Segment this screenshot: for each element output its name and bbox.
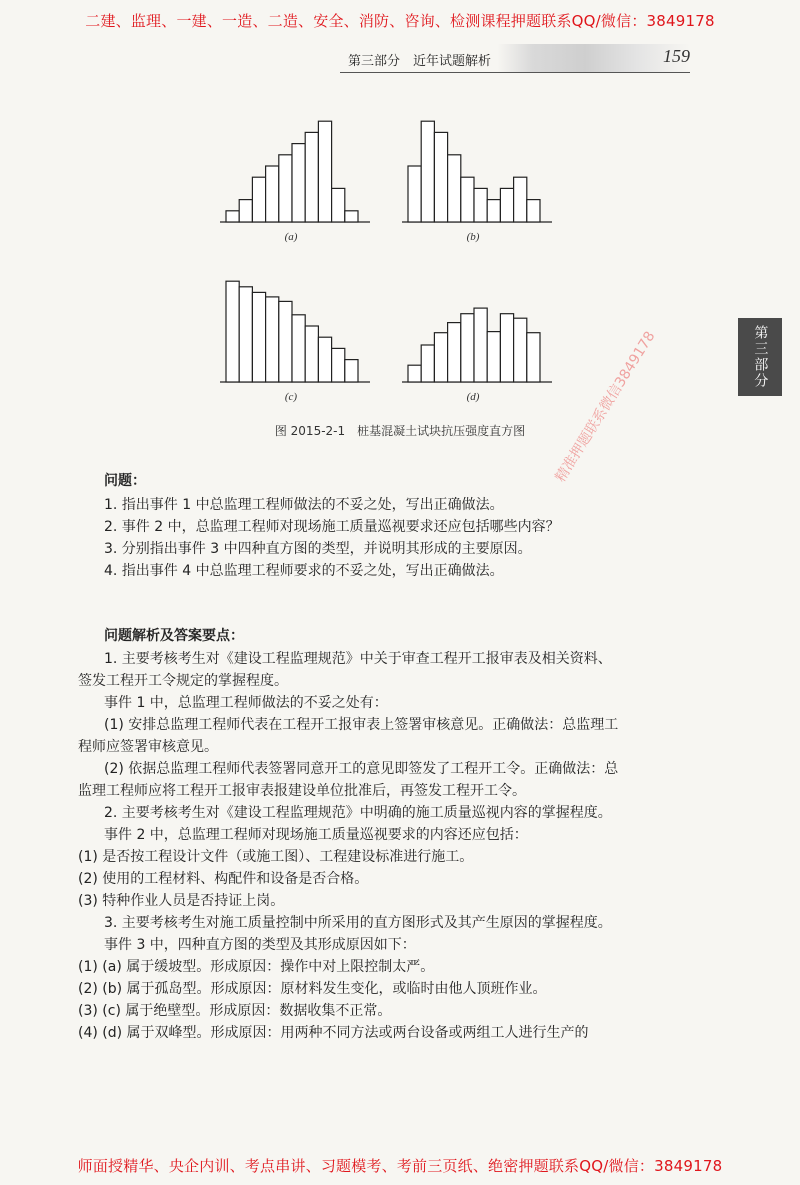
question-item: 3. 分别指出事件 3 中四种直方图的类型，并说明其形成的主要原因。 xyxy=(104,541,532,557)
watermark: 精准押题联系微信3849178 xyxy=(552,328,659,486)
histogram-bar xyxy=(332,348,345,382)
histogram-bar xyxy=(279,301,292,382)
answer-line: (1) 是否按工程设计文件（或施工图）、工程建设标准进行施工。 xyxy=(78,849,474,865)
answer-line: 事件 3 中，四种直方图的类型及其形成原因如下： xyxy=(104,937,416,953)
histogram-bar xyxy=(461,177,474,222)
answer-line: (2) 使用的工程材料、构配件和设备是否合格。 xyxy=(78,871,369,887)
histogram-label: (c) xyxy=(284,391,298,403)
question-item: 1. 指出事件 1 中总监理工程师做法的不妥之处，写出正确做法。 xyxy=(104,497,504,513)
histogram-bar xyxy=(421,345,434,382)
answer-line: 1. 主要考核考生对《建设工程监理规范》中关于审查工程开工报审表及相关资料、 xyxy=(104,651,612,667)
answer-line: 签发工程开工令规定的掌握程度。 xyxy=(78,673,288,689)
histogram-label: (d) xyxy=(466,391,480,403)
histogram-bar xyxy=(434,333,447,382)
histogram-bar xyxy=(514,318,527,382)
answer-line: (2) (b) 属于孤岛型。形成原因：原材料发生变化，或临时由他人顶班作业。 xyxy=(78,981,547,997)
histogram-bar xyxy=(239,287,252,382)
histogram-bar xyxy=(514,177,527,222)
section-side-tab-label: 第三部分 xyxy=(752,325,769,389)
histogram-bar xyxy=(279,155,292,222)
histogram-bar xyxy=(345,360,358,382)
histogram-bar xyxy=(239,200,252,222)
answer-line: 2. 主要考核考生对《建设工程监理规范》中明确的施工质量巡视内容的掌握程度。 xyxy=(104,805,612,821)
answer-line: 事件 2 中，总监理工程师对现场施工质量巡视要求的内容还应包括： xyxy=(104,827,528,843)
figure-caption: 图 2015-2-1 桩基混凝土试块抗压强度直方图 xyxy=(274,424,526,438)
answer-line: (3) 特种作业人员是否持证上岗。 xyxy=(78,893,285,909)
histogram-bar xyxy=(474,308,487,382)
histogram-bar xyxy=(434,132,447,222)
histogram-label: (b) xyxy=(466,231,480,243)
answers-body xyxy=(78,649,718,1045)
histogram-figure xyxy=(0,0,800,420)
histogram-bar xyxy=(266,166,279,222)
histogram-label: (a) xyxy=(284,231,298,243)
header-title: 第三部分 近年试题解析 xyxy=(348,54,492,69)
promo-banner-bottom: 师面授精华、央企内训、考点串讲、习题模考、考前三页纸、绝密押题联系QQ/微信：3849178 xyxy=(77,1157,723,1175)
histogram-0 xyxy=(220,121,370,243)
question-item: 4. 指出事件 4 中总监理工程师要求的不妥之处，写出正确做法。 xyxy=(104,563,504,579)
histogram-bar xyxy=(500,314,513,382)
histogram-bar xyxy=(252,292,265,382)
histogram-bar xyxy=(252,177,265,222)
histogram-2 xyxy=(220,281,370,403)
histogram-bar xyxy=(305,326,318,382)
histogram-bar xyxy=(226,211,239,222)
answer-line: (1) 安排总监理工程师代表在工程开工报审表上签署审核意见。正确做法：总监理工 xyxy=(104,717,619,733)
answer-line: (2) 依据总监理工程师代表签署同意开工的意见即签发了工程开工令。正确做法：总 xyxy=(104,761,619,777)
histogram-bar xyxy=(527,200,540,222)
question-item: 2. 事件 2 中，总监理工程师对现场施工质量巡视要求还应包括哪些内容？ xyxy=(104,519,560,535)
page-number: 159 xyxy=(663,46,690,66)
promo-banner-top: 二建、监理、一建、一造、二造、安全、消防、咨询、检测课程押题联系QQ/微信：3849178 xyxy=(85,12,715,30)
questions-list xyxy=(104,495,724,583)
histogram-bar xyxy=(408,365,421,382)
histogram-bar xyxy=(292,144,305,222)
histogram-bar xyxy=(474,188,487,222)
answer-line: 监理工程师应将工程开工报审表报建设单位批准后，再签发工程开工令。 xyxy=(78,783,526,799)
histogram-bar xyxy=(345,211,358,222)
histogram-bar xyxy=(448,155,461,222)
histogram-bar xyxy=(318,337,331,382)
histogram-3 xyxy=(402,308,552,403)
answer-line: (3) (c) 属于绝壁型。形成原因：数据收集不正常。 xyxy=(78,1003,392,1019)
histogram-bar xyxy=(318,121,331,222)
histogram-bar xyxy=(500,188,513,222)
answers-heading: 问题解析及答案要点： xyxy=(104,628,244,644)
histogram-bar xyxy=(527,333,540,382)
histogram-bar xyxy=(448,323,461,382)
histogram-bar xyxy=(421,121,434,222)
questions-heading: 问题： xyxy=(104,473,146,489)
histogram-bar xyxy=(461,314,474,382)
histogram-1 xyxy=(402,121,552,243)
answer-line: 程师应签署审核意见。 xyxy=(78,739,218,755)
histogram-bar xyxy=(226,281,239,382)
histogram-bar xyxy=(487,332,500,382)
answer-line: 事件 1 中，总监理工程师做法的不妥之处有： xyxy=(104,695,388,711)
answer-line: (1) (a) 属于缓坡型。形成原因：操作中对上限控制太严。 xyxy=(78,959,435,975)
histogram-bar xyxy=(292,315,305,382)
histogram-bar xyxy=(266,297,279,382)
answer-line: 3. 主要考核考生对施工质量控制中所采用的直方图形式及其产生原因的掌握程度。 xyxy=(104,915,612,931)
histogram-bar xyxy=(408,166,421,222)
answer-line: (4) (d) 属于双峰型。形成原因：用两种不同方法或两台设备或两组工人进行生产的 xyxy=(78,1025,589,1041)
histogram-bar xyxy=(487,200,500,222)
histogram-bar xyxy=(332,188,345,222)
histogram-bar xyxy=(305,132,318,222)
